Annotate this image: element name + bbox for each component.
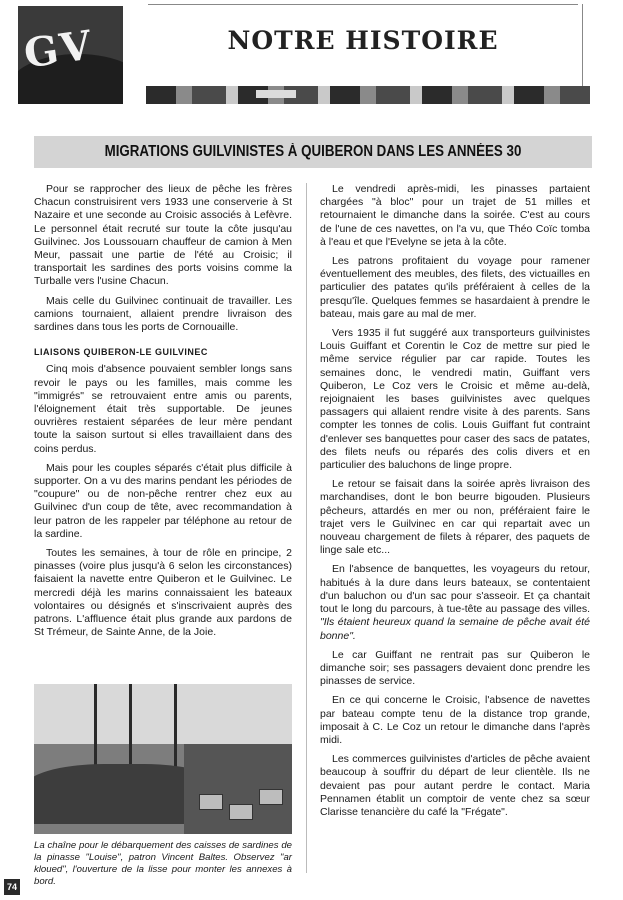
right-paragraph-7: En ce qui concerne le Croisic, l'absence de navettes par bateau compte tenu de la distance trop grande, imposait à C. Le Coz un retour le dimanche dans l'après midi. <box>320 694 590 746</box>
title-rule <box>148 4 578 5</box>
article-heading: MIGRATIONS GUILVINISTES À QUIBERON DANS LES ANNÉES 30 <box>104 143 522 160</box>
right-paragraph-2: Les patrons profitaient du voyage pour ramener éventuellement des meubles, des filets, des victuailles en particulier des patates qu'ils préféraient à celles de la presqu'île. Quelques femmes se hasardaient à prendre le bateau, mais gare au mal de mer. <box>320 255 590 320</box>
page-title: NOTRE HISTOIRE <box>227 26 499 55</box>
left-paragraph-3: Cinq mois d'absence pouvaient sembler longs sans revoir le pays ou les familles, mais comme les "immigrés" se retrouvaient entre amis ou parents, l'éloignement était très supportable. De jeunes ouvrières restaient séparées de leur mère pendant toute la saison surtout si elles travaillaient dans des coins perdus. <box>34 363 292 455</box>
header-photo-strip <box>146 86 590 104</box>
left-paragraph-5: Toutes les semaines, à tour de rôle en principe, 2 pinasses (voire plus jusqu'à 6 selon les circonstances) faisaient la navette entre Quiberon et le Guilvinec. Le mercredi déjà les marins connaissaient les bateaux volontaires ou désignés et s'inscrivaient auprès des patrons. L'affluence était plus grande aux pardons de St Trémeur, de Sainte Anne, de la Joie. <box>34 547 292 639</box>
left-paragraph-1: Pour se rapprocher des lieux de pêche les frères Chacun construisirent vers 1933 une conserverie à St Nazaire et une seconde au Croisic associés à Lefèvre. Le personnel était recruté sur toute la côte jusqu'au Guilvinec. Jos Loussouarn chauffeur de camion à Men Meur, passait une partie de l'été au Croisic; il transportait les sardines des ports voisins comme la Turballe vers l'usine Chacun. <box>34 183 292 288</box>
harbor-photo <box>34 684 292 834</box>
page-number: 74 <box>4 879 20 895</box>
photo-caption: La chaîne pour le débarquement des caisses de sardines de la pinasse "Louise", patron Vincent Baltes. Observez "ar kloued", l'ouverture de la lisse pour monter les annexes à bord. <box>34 840 292 887</box>
right-paragraph-5 <box>320 563 590 642</box>
right-paragraph-5-quote: "Ils étaient heureux quand la semaine de pêche avait été bonne". <box>320 616 590 642</box>
left-paragraph-4: Mais pour les couples séparés c'était plus difficile à supporter. On a vu des marins pendant les périodes de "coupure" ou de non-pêche rentrer chez eux au Guilvinec d'un coup de tête, avec recommandation à leur patron de les rappeler par téléphone au retour de la sardine. <box>34 461 292 540</box>
hull-tag <box>256 90 296 98</box>
logo-text: GV <box>21 21 97 78</box>
right-paragraph-1: Le vendredi après-midi, les pinasses partaient chargées "à bloc" pour un trajet de 51 milles et retournaient le dimanche dans la soirée. C'est au cours de l'une de ces navettes, on l'a vu, que Théo Coïc tomba à l'eau et que l'Evelyne se jeta à la côte. <box>320 183 590 248</box>
right-paragraph-5-text: En l'absence de banquettes, les voyageurs du retour, habitués à la dure dans leurs bateaux, se contentaient d'un baluchon ou d'un sac pour s'asseoir. Et ça chantait tout le long du parcours, à tue-tête au passage des villes. <box>320 563 590 616</box>
left-column <box>34 183 292 646</box>
photo-sky <box>34 684 292 744</box>
section-subhead: LIAISONS QUIBERON-LE GUILVINEC <box>34 347 208 358</box>
left-paragraph-2: Mais celle du Guilvinec continuait de travailler. Les camions tournaient, allaient prendre livraison des sardines dans tous les ports de Cornouaille. <box>34 294 292 334</box>
right-paragraph-6: Le car Guiffant ne rentrait pas sur Quiberon le dimanche soir; ses passagers devaient donc prendre les pinasses de service. <box>320 648 590 688</box>
right-column <box>320 183 590 825</box>
column-divider <box>306 183 307 873</box>
right-paragraph-8: Les commerces guilvinistes d'articles de pêche avaient beaucoup à souffrir du départ de leur clientèle. Ils ne devaient pas pour autant perdre le contact. Maria Pennamen établit un comptoir de vente chez sa sœur Clarisse tenancière du café la "Frégate". <box>320 753 590 818</box>
right-paragraph-4: Le retour se faisait dans la soirée après livraison des marchandises, dont le bon beurre bigouden. Plusieurs pêcheurs, attardés en mer ou non, préféraient faire le trajet vers le Guilvinec en car qui repartait avec un nouveau chargement de filets à réparer, des paquets de linge sale etc... <box>320 478 590 557</box>
gv-logo <box>18 6 123 104</box>
right-paragraph-3: Vers 1935 il fut suggéré aux transporteurs guilvinistes Louis Guiffant et Corentin le Coz de mettre sur pied le même service régulier par car rapide. Toutes les semaines donc, le vendredi matin, Guiffant vers Quiberon, Le Coz vers le Croisic et même au-delà, rejoignaient les bases guilvinistes avec quelques passagers qui allaient rendre visite à des parents. Sans compter les tonnes de colis. Louis Guiffant fut contraint d'enlever ses banquettes pour caser des sacs de patates, des filets neufs ou réparés des colis divers et en particulier des baluchons de linge propre. <box>320 327 590 472</box>
photo-crate <box>229 804 253 820</box>
photo-crate <box>259 789 283 805</box>
photo-crate <box>199 794 223 810</box>
